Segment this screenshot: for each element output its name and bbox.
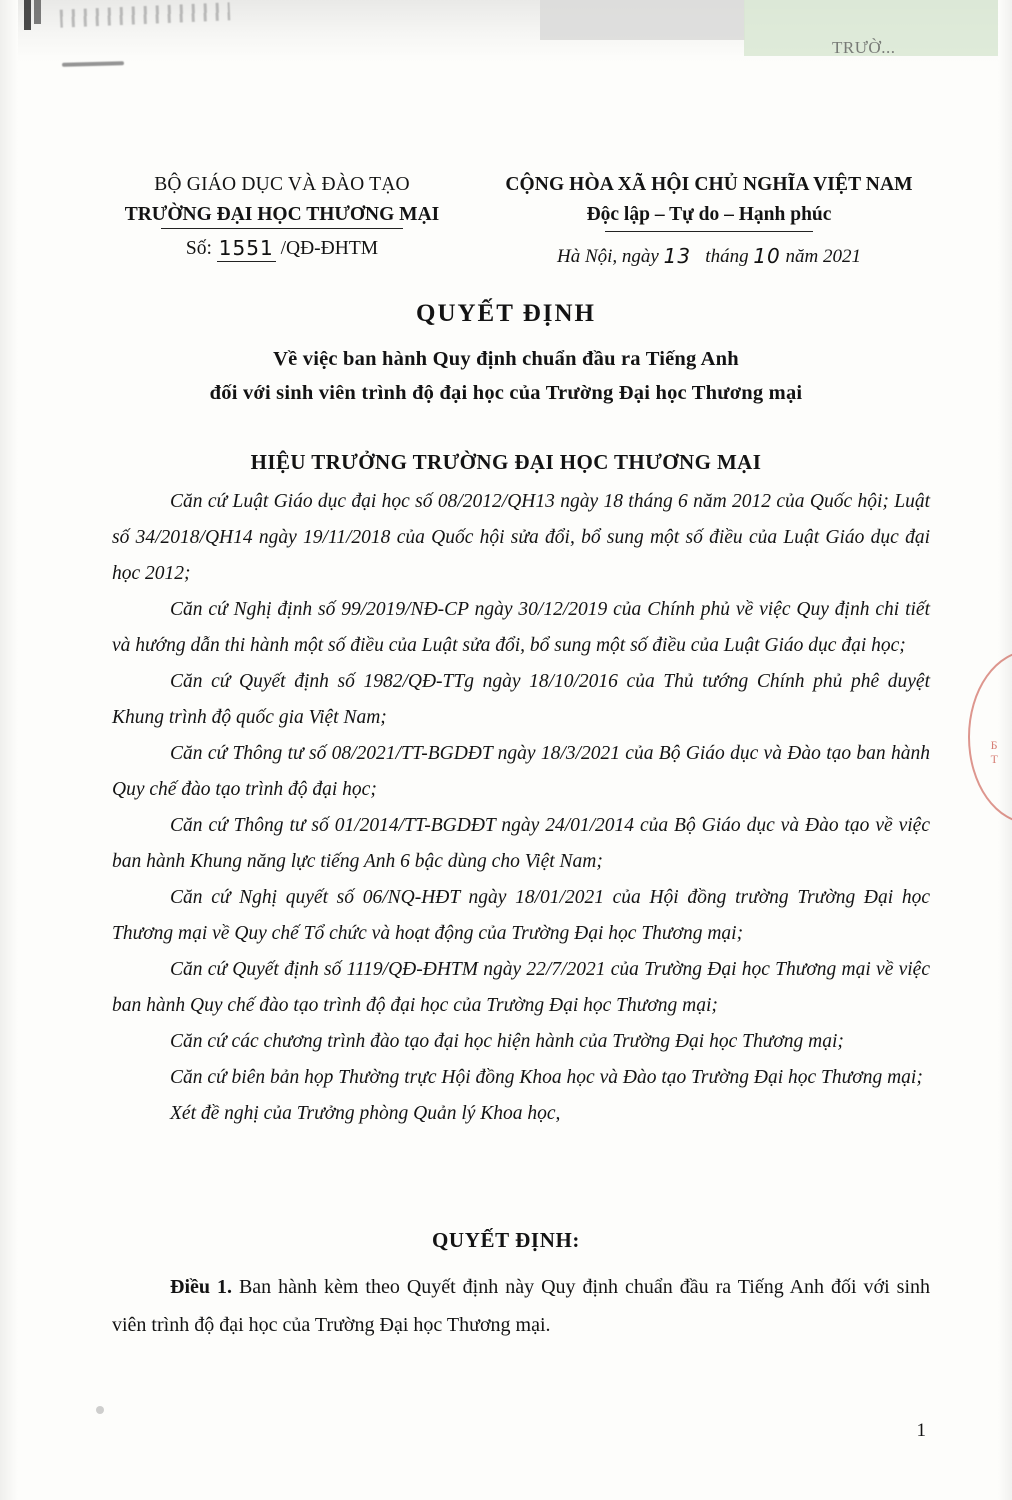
red-stamp-fragment	[972, 650, 1012, 820]
article-paragraph	[112, 1268, 930, 1344]
scan-tick-icon	[24, 0, 31, 30]
faint-header-text: TRƯỜ...	[832, 38, 896, 57]
document-number-suffix: /QĐ-ĐHTM	[280, 238, 379, 259]
preamble-paragraph: Căn cứ biên bản họp Thường trực Hội đồng Khoa học và Đào tạo Trường Đại học Thương mại;	[170, 1067, 923, 1088]
preamble-paragraph: Xét đề nghị của Trưởng phòng Quản lý Khoa học,	[170, 1103, 561, 1124]
document-number-label: Số:	[185, 238, 212, 259]
date-month-label: tháng	[705, 246, 749, 267]
preamble-paragraph: Căn cứ Nghị định số 99/2019/NĐ-CP ngày 30/12/2019 của Chính phủ về việc Quy định chi tiết và hướng dẫn thi hành một số điều của Luật sửa đổi, bổ sung một số điều của Luật Giáo dục đại học;	[112, 599, 930, 656]
page-number: 1	[916, 1420, 926, 1441]
header-left-block	[112, 170, 452, 272]
nation-name: CỘNG HÒA XÃ HỘI CHỦ NGHĨA VIỆT NAM	[505, 174, 913, 195]
document-header	[0, 170, 1012, 272]
preamble-paragraph: Căn cứ Luật Giáo dục đại học số 08/2012/QH13 ngày 18 tháng 6 năm 2012 của Quốc hội; Luật số 34/2018/QH14 ngày 19/11/2018 của Quốc hội sửa đổi, bổ sung một số điều của Luật Giáo dục đại học 2012;	[112, 491, 930, 584]
article-text: Ban hành kèm theo Quyết định này Quy định chuẩn đầu ra Tiếng Anh đối với sinh viên trình độ đại học của Trường Đại học Thương mại.	[112, 1276, 930, 1336]
header-right-block	[474, 170, 944, 272]
decide-heading: QUYẾT ĐỊNH:	[432, 1228, 580, 1252]
article-block	[112, 1268, 930, 1344]
preamble-paragraph: Căn cứ Quyết định số 1119/QĐ-ĐHTM ngày 22/7/2021 của Trường Đại học Thương mại về việc ban hành Quy chế đào tạo trình độ đại học của Trường Đại học Thương mại;	[112, 959, 930, 1016]
title-subtitle-line-1: Về việc ban hành Quy định chuẩn đầu ra Tiếng Anh	[273, 348, 739, 370]
place-date-prefix: Hà Nội, ngày	[556, 246, 659, 267]
article-label: Điều 1.	[170, 1276, 232, 1298]
title-subtitle-line-2: đối với sinh viên trình độ đại học của Trường Đại học Thương mại	[209, 382, 803, 404]
preamble-paragraph: Căn cứ Quyết định số 1982/QĐ-TTg ngày 18/10/2016 của Thủ tướng Chính phủ phê duyệt Khung trình độ quốc gia Việt Nam;	[112, 671, 930, 728]
place-and-date	[474, 240, 944, 272]
date-year-label: năm 2021	[785, 246, 862, 267]
ministry-name: BỘ GIÁO DỤC VÀ ĐÀO TẠO	[154, 174, 410, 195]
scan-tick-icon-2	[34, 0, 41, 24]
national-motto: Độc lập – Tự do – Hạnh phúc	[587, 200, 832, 232]
date-day-value: 13	[663, 244, 692, 268]
page-title: QUYẾT ĐỊNH	[416, 300, 596, 327]
preamble-paragraph: Căn cứ Nghị quyết số 06/NQ-HĐT ngày 18/01/2021 của Hội đồng trường Trường Đại học Thương mại về Quy chế Tổ chức và hoạt động của Trường Đại học Thương mại;	[112, 887, 930, 944]
scan-smudge-line-icon	[62, 61, 124, 67]
date-month-value: 10	[753, 244, 781, 268]
stamp-letters: Б T	[990, 738, 998, 766]
preamble-block	[112, 484, 930, 1132]
scan-gray-band-artifact	[540, 0, 745, 40]
title-subtitle	[0, 342, 1012, 410]
document-number-line	[112, 232, 452, 264]
document-number-value: 1551	[218, 236, 274, 260]
preamble-paragraph: Căn cứ Thông tư số 01/2014/TT-BGDĐT ngày 24/01/2014 của Bộ Giáo dục và Đào tạo về việc ban hành Khung năng lực tiếng Anh 6 bậc dùng cho Việt Nam;	[112, 815, 930, 872]
stamp-arc-icon	[968, 650, 1012, 824]
scan-speck-icon	[96, 1406, 104, 1414]
university-name: TRƯỜNG ĐẠI HỌC THƯƠNG MẠI	[125, 200, 440, 230]
issuing-authority: HIỆU TRƯỞNG TRƯỜNG ĐẠI HỌC THƯƠNG MẠI	[250, 450, 762, 474]
preamble-paragraph: Căn cứ Thông tư số 08/2021/TT-BGDĐT ngày 18/3/2021 của Bộ Giáo dục và Đào tạo ban hành Quy chế đào tạo trình độ đại học;	[112, 743, 930, 800]
title-block	[0, 300, 1012, 475]
preamble-paragraph: Căn cứ các chương trình đào tạo đại học hiện hành của Trường Đại học Thương mại;	[170, 1031, 844, 1052]
